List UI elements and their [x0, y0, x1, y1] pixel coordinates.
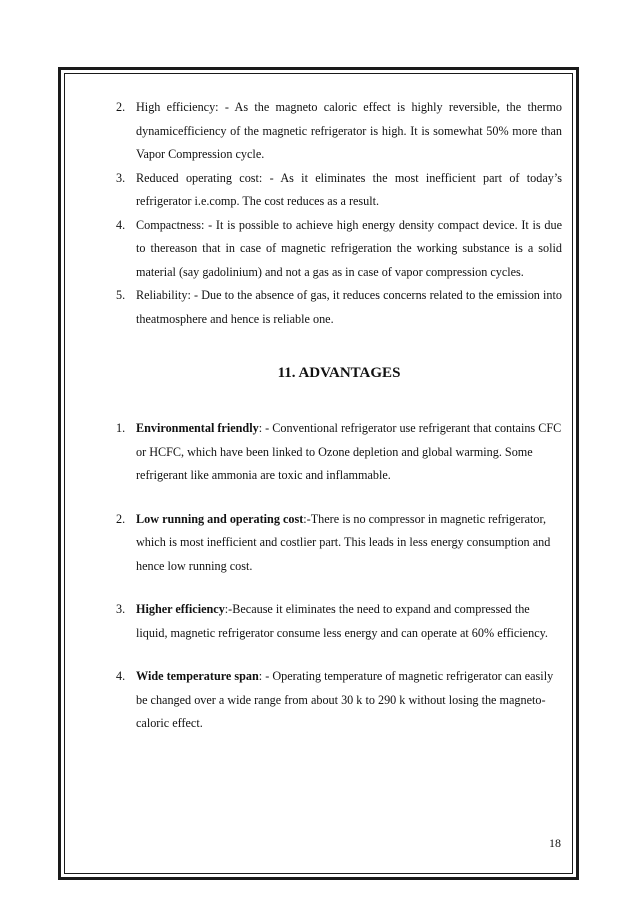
list-text: Reduced operating cost: - As it eliminates the most inefficient part of today’s refrigerator i.e.comp. The cost reduces as a result.	[136, 170, 562, 208]
advantage-text: :-There is no compressor in magnetic refrigerator, which is most inefficient and costlier part. This leads in less energy consumption and hence low running cost.	[136, 511, 551, 573]
advantage-text: : - Operating temperature of magnetic refrigerator can easily be changed over a wide range from about 30 k to 290 k without losing the magneto-caloric effect.	[136, 669, 554, 730]
page-content	[116, 96, 562, 730]
list-number: 4.	[116, 669, 126, 683]
advantage-text: :-Because it eliminates the need to expand and compressed the liquid, magnetic refrigerator consume less energy and can operate at 60% efficiency.	[136, 602, 548, 640]
advantage-title: Higher efficiency	[136, 602, 225, 616]
list-number: 3.	[116, 170, 126, 185]
section-heading: 11. ADVANTAGES	[277, 365, 401, 381]
advantage-text: : - Conventional refrigerator use refrigerant that contains CFC or HCFC, which have been linked to Ozone depletion and global warming. Some refrigerant like ammonia are toxic and inflammable.	[136, 421, 562, 482]
list-item	[116, 284, 562, 331]
list-item	[116, 167, 562, 214]
list-item	[116, 417, 562, 488]
list-number: 1.	[116, 421, 126, 435]
list-item	[116, 598, 562, 645]
list-item	[116, 508, 562, 579]
advantage-title: Low running and operating cost	[136, 511, 304, 526]
list-number: 5.	[116, 288, 126, 302]
advantage-title: Environmental friendly	[136, 421, 259, 435]
advantage-title: Wide temperature span	[136, 669, 259, 683]
list-item	[116, 214, 562, 285]
list-text: Reliability: - Due to the absence of gas, it reduces concerns related to the emission into theatmosphere and hence is reliable one.	[136, 288, 562, 326]
advantages-list	[116, 417, 562, 756]
list-text: High efficiency: - As the magneto caloric effect is highly reversible, the thermo dynamicefficiency of the magnetic refrigerator is high. It is somewhat 50% more than Vapor Compression cycle.	[136, 100, 562, 161]
list-number: 2.	[116, 511, 126, 526]
list-number: 3.	[116, 602, 126, 616]
page-number: 18	[549, 836, 561, 850]
list-item	[116, 665, 562, 736]
list-number: 2.	[116, 100, 126, 114]
list-item	[116, 96, 562, 167]
list-number: 4.	[116, 217, 126, 232]
continued-list	[116, 96, 562, 331]
list-text: Compactness: - It is possible to achieve high energy density compact device. It is due to thereason that in case of magnetic refrigeration the working substance is a solid material (say gadolinium) and not a gas as in case of vapor compression cycles.	[136, 217, 562, 279]
